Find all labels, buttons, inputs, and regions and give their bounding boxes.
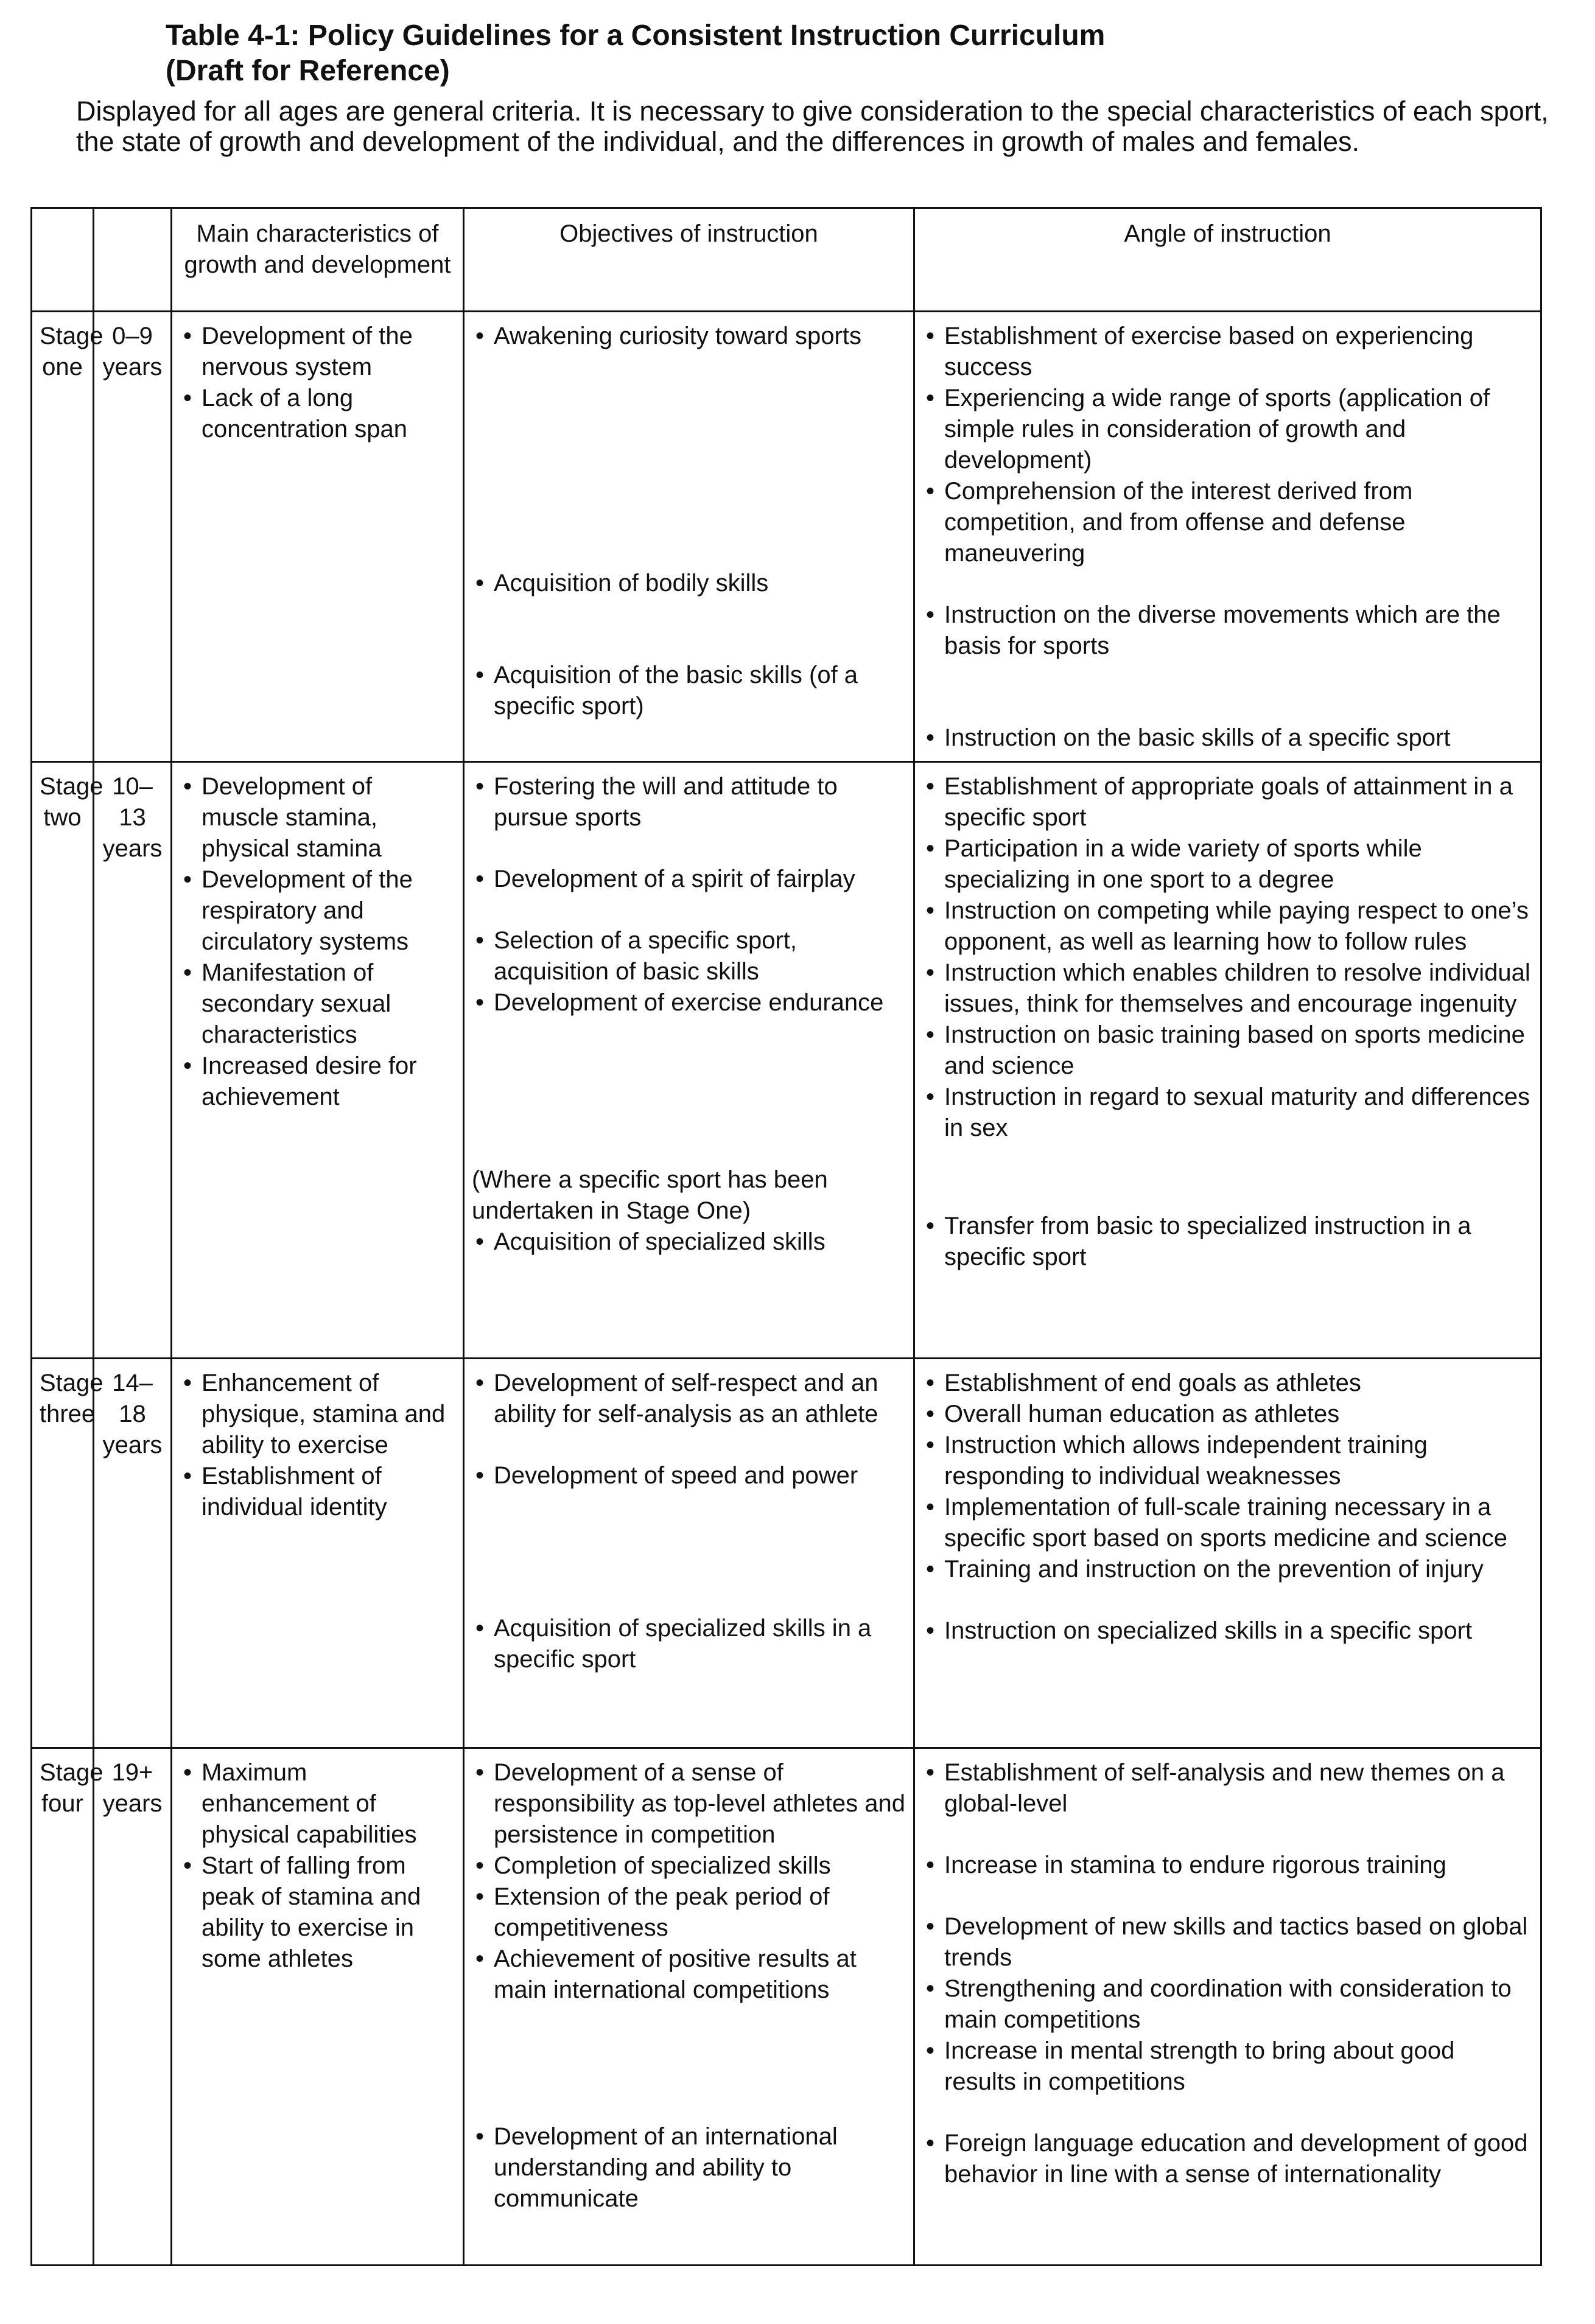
angle-cell	[914, 312, 1541, 762]
angle-item: • Development of new skills and tactics based on global trends	[922, 1911, 1533, 1973]
angle-item: • Training and instruction on the prevention of injury	[922, 1554, 1533, 1585]
header-stage	[32, 208, 94, 312]
angle-item: • Instruction on the basic skills of a specific sport	[922, 723, 1533, 754]
angle-item: • Instruction on the diverse movements which are the basis for sports	[922, 600, 1533, 662]
angle-item: • Implementation of full-scale training necessary in a specific sport based on sports medicine and science	[922, 1492, 1533, 1554]
objective-item: • Development of self-respect and an ability for self-analysis as an athlete	[472, 1368, 906, 1430]
angle-item: • Increase in stamina to endure rigorous training	[922, 1850, 1533, 1881]
objective-item: • Acquisition of specialized skills	[472, 1227, 906, 1258]
growth-item: • Maximum enhancement of physical capabilities	[180, 1757, 455, 1850]
angle-item: • Instruction in regard to sexual maturity and differences in sex	[922, 1082, 1533, 1144]
age-range: 0–9 years	[94, 312, 172, 762]
growth-item: • Start of falling from peak of stamina and ability to exercise in some athletes	[180, 1850, 455, 1975]
growth-item: • Increased desire for achievement	[180, 1051, 455, 1113]
growth-cell	[172, 762, 464, 1359]
stage-row-1	[32, 312, 1541, 762]
age-range: 19+ years	[94, 1748, 172, 2266]
objectives-cell	[464, 1748, 914, 2266]
angle-cell	[914, 762, 1541, 1359]
header-objectives: Objectives of instruction	[464, 208, 914, 312]
title-line-1: Table 4-1: Policy Guidelines for a Consistent Instruction Curriculum	[166, 19, 1106, 52]
angle-item: • Strengthening and coordination with consideration to main competitions	[922, 1973, 1533, 2035]
angle-item: • Instruction which enables children to resolve individual issues, think for themselves and encourage ingenuity	[922, 957, 1533, 1020]
growth-item: • Development of the nervous system	[180, 321, 455, 383]
angle-item: • Experiencing a wide range of sports (application of simple rules in consideration of growth and development)	[922, 383, 1533, 476]
header-age	[94, 208, 172, 312]
growth-item: • Manifestation of secondary sexual characteristics	[180, 957, 455, 1051]
header-angle: Angle of instruction	[914, 208, 1541, 312]
angle-item: • Foreign language education and development of good behavior in line with a sense of internationality	[922, 2128, 1533, 2190]
objectives-cell	[464, 1359, 914, 1748]
objective-item: • Selection of a specific sport, acquisition of basic skills	[472, 925, 906, 987]
objective-item: • Achievement of positive results at main international competitions	[472, 1944, 906, 2006]
stage-label: Stage four	[32, 1748, 94, 2266]
angle-item: • Instruction on specialized skills in a specific sport	[922, 1615, 1533, 1647]
objectives-cell	[464, 312, 914, 762]
growth-item: • Enhancement of physique, stamina and ability to exercise	[180, 1368, 455, 1461]
growth-cell	[172, 1359, 464, 1748]
objective-item: • Acquisition of specialized skills in a specific sport	[472, 1613, 906, 1675]
angle-item: • Establishment of end goals as athletes	[922, 1368, 1533, 1399]
header-row	[32, 208, 1541, 312]
header-growth: Main characteristics of growth and development	[172, 208, 464, 312]
objectives-note: (Where a specific sport has been undertaken in Stage One)	[472, 1166, 828, 1224]
intro-text: Displayed for all ages are general criteria. It is necessary to give consideration to the special characteristics of each sport, the state of growth and development of the individual, and the differences in growth of males and females.	[76, 96, 1549, 157]
stage-label: Stage two	[32, 762, 94, 1359]
objective-item: • Completion of specialized skills	[472, 1850, 906, 1881]
growth-item: • Development of the respiratory and circulatory systems	[180, 864, 455, 957]
curriculum-table	[30, 207, 1542, 2266]
angle-item: • Increase in mental strength to bring about good results in competitions	[922, 2035, 1533, 2098]
objective-item: • Development of speed and power	[472, 1460, 906, 1491]
growth-item: • Lack of a long concentration span	[180, 383, 455, 445]
stage-row-3	[32, 1359, 1541, 1748]
growth-item: • Establishment of individual identity	[180, 1461, 455, 1523]
angle-item: • Establishment of self-analysis and new themes on a global-level	[922, 1757, 1533, 1819]
objectives-cell	[464, 762, 914, 1359]
angle-item: • Establishment of appropriate goals of attainment in a specific sport	[922, 771, 1533, 833]
objective-item: • Awakening curiosity toward sports	[472, 321, 906, 352]
angle-item: • Transfer from basic to specialized instruction in a specific sport	[922, 1211, 1533, 1273]
objective-item: • Development of an international understanding and ability to communicate	[472, 2121, 906, 2214]
angle-item: • Comprehension of the interest derived from competition, and from offense and defense maneuvering	[922, 476, 1533, 569]
angle-item: • Overall human education as athletes	[922, 1399, 1533, 1430]
angle-item: • Instruction which allows independent training responding to individual weaknesses	[922, 1430, 1533, 1492]
age-range: 14–18 years	[94, 1359, 172, 1748]
angle-item: • Instruction on competing while paying respect to one’s opponent, as well as learning how to follow rules	[922, 895, 1533, 957]
age-range: 10–13 years	[94, 762, 172, 1359]
angle-item: • Participation in a wide variety of sports while specializing in one sport to a degree	[922, 833, 1533, 895]
growth-cell	[172, 1748, 464, 2266]
objective-item: • Acquisition of bodily skills	[472, 568, 906, 599]
angle-item: • Instruction on basic training based on sports medicine and science	[922, 1020, 1533, 1082]
objective-item: • Development of exercise endurance	[472, 987, 906, 1018]
stage-row-4	[32, 1748, 1541, 2266]
angle-cell	[914, 1359, 1541, 1748]
stage-label: Stage three	[32, 1359, 94, 1748]
growth-cell	[172, 312, 464, 762]
objective-item: • Development of a sense of responsibility as top-level athletes and persistence in competition	[472, 1757, 906, 1850]
objective-item: • Fostering the will and attitude to pursue sports	[472, 771, 906, 833]
angle-cell	[914, 1748, 1541, 2266]
table-title	[166, 18, 1505, 89]
angle-item: • Establishment of exercise based on experiencing success	[922, 321, 1533, 383]
stage-row-2	[32, 762, 1541, 1359]
title-line-2: (Draft for Reference)	[166, 55, 450, 87]
objective-item: • Development of a spirit of fairplay	[472, 864, 906, 895]
stage-label: Stage one	[32, 312, 94, 762]
growth-item: • Development of muscle stamina, physical stamina	[180, 771, 455, 864]
objective-item: • Acquisition of the basic skills (of a specific sport)	[472, 660, 906, 722]
objective-item: • Extension of the peak period of competitiveness	[472, 1881, 906, 1944]
